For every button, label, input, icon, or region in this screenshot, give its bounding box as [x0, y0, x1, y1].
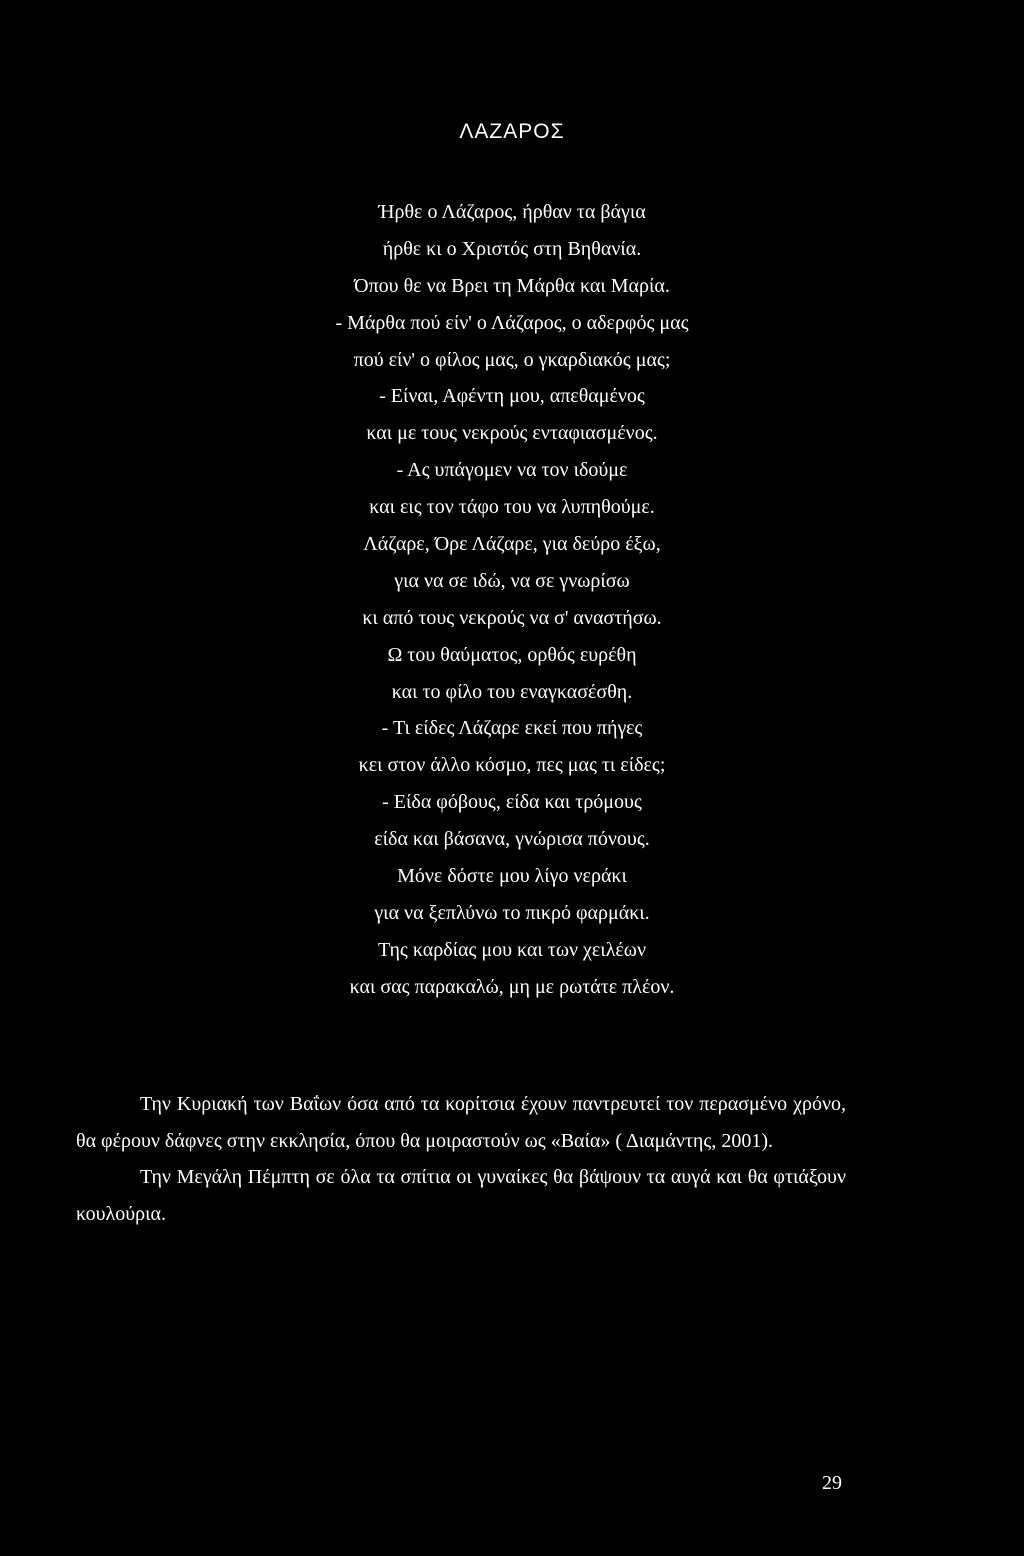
poem-line: Ω του θαύματος, ορθός ευρέθη	[387, 643, 637, 666]
poem-line: Μόνε δόστε μου λίγο νεράκι	[397, 865, 627, 888]
poem-line: κι από τους νεκρούς να σ' αναστήσω.	[362, 606, 662, 629]
page-number: 29	[822, 1472, 842, 1494]
poem-line: Λάζαρε, Όρε Λάζαρε, για δεύρο έξω,	[363, 533, 661, 556]
poem-line: κει στον άλλο κόσμο, πες μας τι είδες;	[358, 754, 666, 777]
poem-line: - Τι είδες Λάζαρε εκεί που πήγες	[381, 717, 643, 740]
poem-line: και σας παρακαλώ, μη με ρωτάτε πλέον.	[349, 975, 675, 998]
poem-line: Ήρθε ο Λάζαρος, ήρθαν τα βάγια	[378, 201, 646, 223]
poem-line: Όπου θε να Βρει τη Μάρθα και Μαρία.	[354, 274, 670, 297]
poem-line: για να σε ιδώ, να σε γνωρίσω	[394, 569, 630, 592]
poem-title: ΛΑΖΑΡΟΣ	[459, 120, 565, 143]
paragraph: Την Μεγάλη Πέμπτη σε όλα τα σπίτια οι γυναίκες θα βάψουν τα αυγά και θα φτιάξουν κουλούρια.	[76, 1166, 846, 1225]
body-text	[76, 1086, 846, 1232]
poem-line: - Είναι, Αφέντη μου, απεθαμένος	[379, 385, 645, 408]
poem-line: και με τους νεκρούς ενταφιασμένος.	[366, 422, 658, 445]
poem-line: για να ξεπλύνω το πικρό φαρμάκι.	[374, 901, 650, 924]
poem	[0, 194, 1024, 1006]
poem-line: είδα και βάσανα, γνώρισα πόνους.	[374, 828, 650, 851]
poem-line: - Μάρθα πού είν' ο Λάζαρος, ο αδερφός μας	[335, 311, 689, 334]
poem-line: Της καρδίας μου και των χειλέων	[377, 938, 646, 961]
poem-line: - Είδα φόβους, είδα και τρόμους	[382, 791, 642, 814]
poem-line: ήρθε κι ο Χριστός στη Βηθανία.	[382, 237, 642, 260]
poem-line: πού είν' ο φίλος μας, ο γκαρδιακός μας;	[353, 348, 671, 371]
paragraph: Την Κυριακή των Βαΐων όσα από τα κορίτσια έχουν παντρευτεί τον περασμένο χρόνο, θα φέρουν δάφνες στην εκκλησία, όπου θα μοιραστούν ως «Βαία» ( Διαμάντης, 2001).	[76, 1093, 846, 1152]
poem-line: και το φίλο του εναγκασέσθη.	[391, 680, 633, 703]
poem-line: και εις τον τάφο του να λυπηθούμε.	[369, 496, 655, 519]
poem-line: - Ας υπάγομεν να τον ιδούμε	[396, 459, 628, 482]
